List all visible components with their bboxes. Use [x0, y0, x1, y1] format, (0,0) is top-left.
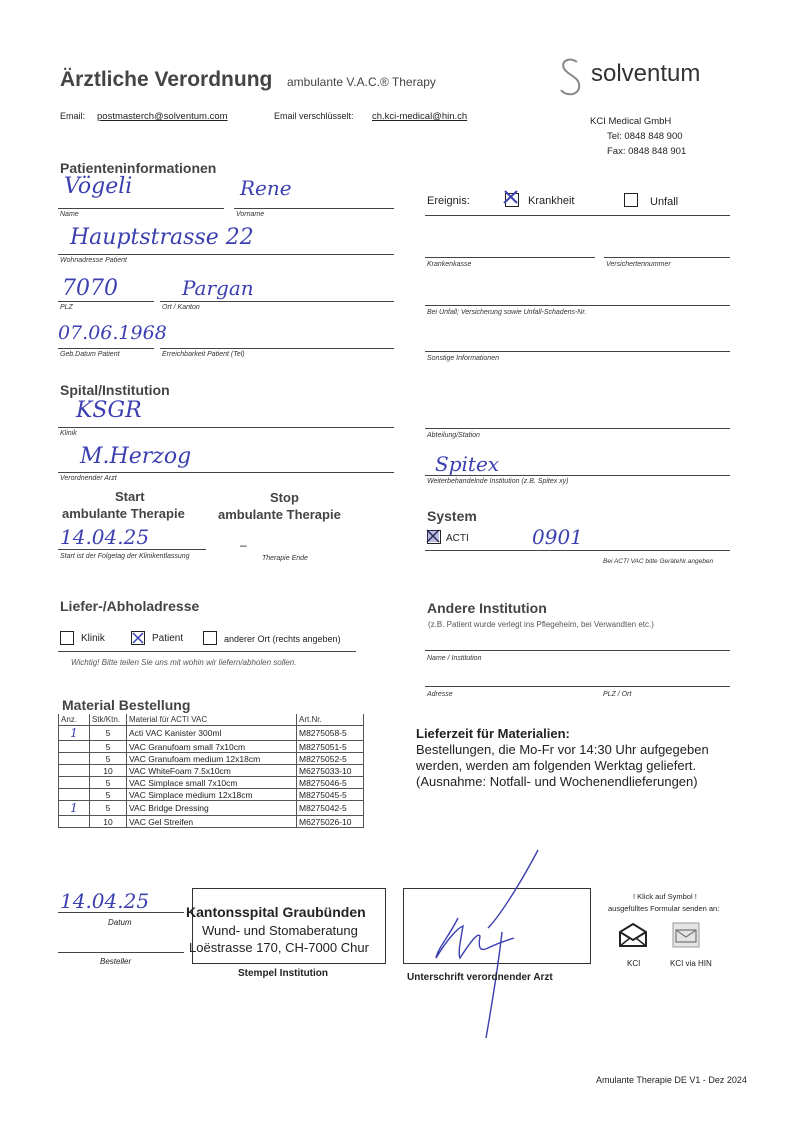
patient-dob-line: [58, 348, 154, 349]
table-row: [59, 777, 364, 789]
leadtime-line-2: werden, werden am folgenden Werktag geliefert.: [416, 758, 697, 773]
patient-name-line: [58, 208, 224, 209]
footer-date-value[interactable]: 14.04.25: [60, 889, 150, 913]
qty-cell[interactable]: 1: [59, 726, 90, 741]
leadtime-line-3: (Ausnahme: Notfall- und Wochenendlieferungen): [416, 774, 698, 789]
patient-firstname-value[interactable]: Rene: [240, 176, 292, 200]
kci-label: KCI: [627, 959, 641, 968]
other-info-label: Sonstige Informationen: [427, 355, 499, 362]
patient-heading: Patienteninformationen: [60, 160, 217, 176]
device-line: [425, 550, 730, 551]
checkmark-icon: [426, 529, 440, 543]
delivery-other-checkbox[interactable]: [203, 631, 217, 645]
abteilung-label: Abteilung/Station: [427, 432, 480, 439]
patient-dob-value[interactable]: 07.06.1968: [58, 322, 167, 344]
click-hint-2: ausgefülltes Formular senden an:: [608, 904, 720, 913]
abteilung-line: [425, 428, 730, 429]
patient-address-label: Wohnadresse Patient: [60, 257, 127, 264]
klinik-value[interactable]: KSGR: [76, 398, 142, 423]
patient-name-value[interactable]: Vögeli: [64, 174, 133, 199]
brand-name: solventum: [591, 60, 701, 87]
table-row: [59, 726, 364, 741]
patient-plz-value[interactable]: 7070: [62, 276, 118, 301]
qty-cell[interactable]: [59, 765, 90, 777]
material-cell: VAC Granufoam medium 12x18cm: [127, 753, 297, 765]
weiter-line: [425, 475, 730, 476]
email-link[interactable]: postmasterch@solventum.com: [97, 111, 228, 122]
col-header: Art.Nr.: [297, 714, 364, 726]
article-cell: M8275046-5: [297, 777, 364, 789]
acti-text: ACTI: [446, 533, 469, 544]
insured-line: [604, 257, 730, 258]
stamp-line-2: Wund- und Stomaberatung: [202, 923, 358, 938]
table-row: [59, 801, 364, 816]
company-name: KCI Medical GmbH: [590, 116, 672, 127]
article-cell: M6275033-10: [297, 765, 364, 777]
email-enc-label: Email verschlüsselt:: [274, 111, 354, 121]
stop-heading-2: ambulante Therapie: [218, 507, 341, 522]
material-cell: VAC Gel Streifen: [127, 816, 297, 828]
stamp-line-1: Kantonsspital Graubünden: [186, 904, 366, 920]
unfall-label: Bei Unfall; Versicherung sowie Unfall-Schadens-Nr.: [427, 309, 587, 316]
other-info-line: [425, 351, 730, 352]
patient-ort-line: [160, 301, 394, 302]
qty-cell[interactable]: [59, 741, 90, 753]
weiter-value[interactable]: Spitex: [435, 452, 500, 476]
pack-cell: 5: [90, 801, 127, 816]
orderer-line: [58, 952, 184, 953]
company-fax: Fax: 0848 848 901: [607, 146, 687, 157]
other-inst-address-label: Adresse: [427, 691, 453, 698]
signature-label: Unterschrift verordnender Arzt: [407, 972, 553, 983]
material-cell: VAC WhiteFoam 7.5x10cm: [127, 765, 297, 777]
start-heading-1: Start: [115, 489, 145, 504]
table-row: [59, 816, 364, 828]
stop-heading-1: Stop: [270, 490, 299, 505]
col-header: Anz.: [59, 714, 90, 726]
patient-firstname-label: Vorname: [236, 211, 265, 218]
table-row: [59, 765, 364, 777]
material-cell: VAC Simplace small 7x10cm: [127, 777, 297, 789]
envelope-icon: [618, 922, 648, 948]
other-inst-hint: (z.B. Patient wurde verlegt ins Pflegeheim, bei Verwandten etc.): [428, 620, 654, 629]
material-cell: Acti VAC Kanister 300ml: [127, 726, 297, 741]
form-title: Ärztliche Verordnung: [60, 68, 273, 91]
klinik-label: Klinik: [60, 430, 77, 437]
other-inst-name-label: Name / Institution: [427, 655, 482, 662]
arzt-line: [58, 472, 394, 473]
patient-reach-line: [160, 348, 394, 349]
event-label: Ereignis:: [427, 195, 470, 207]
start-date-line: [58, 549, 206, 550]
qty-cell[interactable]: 1: [59, 801, 90, 816]
delivery-line: [58, 651, 356, 652]
article-cell: M6275026-10: [297, 816, 364, 828]
acti-checkbox[interactable]: [427, 530, 441, 544]
solventum-logo: [555, 56, 735, 98]
kci-hin-label: KCI via HIN: [670, 959, 712, 968]
device-label: Bei ACTI VAC bitte GeräteNr.angeben: [603, 558, 714, 565]
send-kci-hin-button[interactable]: [672, 922, 704, 952]
event-illness-checkbox[interactable]: [505, 193, 519, 207]
table-row: [59, 789, 364, 801]
qty-cell[interactable]: [59, 753, 90, 765]
patient-plz-label: PLZ: [60, 304, 73, 311]
spital-heading: Spital/Institution: [60, 382, 170, 398]
patient-address-line: [58, 254, 394, 255]
material-heading: Material Bestellung: [62, 697, 191, 713]
article-cell: M8275042-5: [297, 801, 364, 816]
stop-date-label: Therapie Ende: [262, 555, 308, 562]
pack-cell: 10: [90, 765, 127, 777]
system-heading: System: [427, 508, 477, 524]
material-header-row: [59, 714, 364, 726]
unfall-line: [425, 305, 730, 306]
send-kci-button[interactable]: [618, 922, 650, 956]
other-inst-address-line: [425, 686, 730, 687]
qty-cell[interactable]: [59, 816, 90, 828]
delivery-patient-checkbox[interactable]: [131, 631, 145, 645]
secure-mail-icon: [672, 922, 700, 948]
leadtime-line-1: Bestellungen, die Mo-Fr vor 14:30 Uhr aufgegeben: [416, 742, 709, 757]
pack-cell: 5: [90, 789, 127, 801]
stamp-line-3: Loëstrasse 170, CH-7000 Chur: [189, 940, 369, 955]
delivery-klinik-text: Klinik: [81, 633, 105, 644]
klinik-line: [58, 427, 394, 428]
form-subtitle: ambulante V.A.C.® Therapy: [287, 75, 436, 89]
patient-ort-label: Ort / Kanton: [162, 304, 200, 311]
material-cell: VAC Bridge Dressing: [127, 801, 297, 816]
article-cell: M8275051-5: [297, 741, 364, 753]
company-tel: Tel: 0848 848 900: [607, 131, 683, 142]
delivery-note: Wichtig! Bitte teilen Sie uns mit wohin wir liefern/abholen sollen.: [71, 658, 297, 667]
event-illness-text: Krankheit: [528, 195, 575, 207]
delivery-other-text: anderer Ort (rechts angeben): [224, 634, 341, 644]
col-header: Material für ACTI VAC: [127, 714, 297, 726]
kk-label: Krankenkasse: [427, 261, 472, 268]
event-accident-checkbox[interactable]: [624, 193, 638, 207]
start-date-label: Start ist der Folgetag der Klinikentlassung: [60, 553, 190, 560]
checkmark-icon: [503, 189, 519, 205]
article-cell: M8275052-5: [297, 753, 364, 765]
email-enc-link[interactable]: ch.kci-medical@hin.ch: [372, 111, 468, 122]
footer-date-label: Datum: [108, 918, 132, 927]
delivery-klinik-checkbox[interactable]: [60, 631, 74, 645]
table-row: [59, 741, 364, 753]
material-cell: VAC Simplace medium 12x18cm: [127, 789, 297, 801]
event-line: [425, 215, 730, 216]
solventum-logo-icon: [555, 56, 589, 98]
qty-cell[interactable]: [59, 777, 90, 789]
pack-cell: 5: [90, 753, 127, 765]
pack-cell: 10: [90, 816, 127, 828]
footer-date-line: [58, 912, 184, 913]
signature-scribble: [418, 848, 558, 1048]
col-header: Stk/Ktn.: [90, 714, 127, 726]
other-inst-name-line: [425, 650, 730, 651]
patient-reach-label: Erreichbarkeit Patient (Tel): [162, 351, 245, 358]
patient-plz-line: [58, 301, 154, 302]
table-row: [59, 753, 364, 765]
start-date-value[interactable]: 14.04.25: [60, 525, 150, 549]
click-hint-1: ! Klick auf Symbol !: [633, 892, 697, 901]
delivery-patient-text: Patient: [152, 633, 184, 644]
weiter-label: Weiterbehandelnde Institution (z.B. Spitex xy): [427, 478, 569, 485]
arzt-value[interactable]: M.Herzog: [80, 444, 192, 469]
patient-firstname-line: [234, 208, 394, 209]
orderer-label: Besteller: [100, 957, 132, 966]
checkmark-icon: [131, 631, 145, 645]
form-version: Amulante Therapie DE V1 - Dez 2024: [596, 1075, 747, 1085]
event-accident-text: Unfall: [650, 196, 679, 208]
email-label: Email:: [60, 111, 86, 121]
qty-cell[interactable]: [59, 789, 90, 801]
stop-date-value[interactable]: –: [240, 538, 247, 552]
stamp-label: Stempel Institution: [238, 968, 328, 979]
material-cell: VAC Granufoam small 7x10cm: [127, 741, 297, 753]
material-table: [58, 714, 364, 828]
pack-cell: 5: [90, 726, 127, 741]
pack-cell: 5: [90, 741, 127, 753]
patient-dob-label: Geb.Datum Patient: [60, 351, 120, 358]
leadtime-heading: Lieferzeit für Materialien:: [416, 726, 570, 741]
patient-name-label: Name: [60, 211, 79, 218]
article-cell: M8275058-5: [297, 726, 364, 741]
article-cell: M8275045-5: [297, 789, 364, 801]
other-inst-plz-label: PLZ / Ort: [603, 691, 632, 698]
start-heading-2: ambulante Therapie: [62, 506, 185, 521]
pack-cell: 5: [90, 777, 127, 789]
patient-address-value[interactable]: Hauptstrasse 22: [70, 225, 254, 250]
insured-label: Versichertennummer: [606, 261, 671, 268]
arzt-label: Verordnender Arzt: [60, 475, 117, 482]
other-inst-heading: Andere Institution: [427, 600, 547, 616]
device-value[interactable]: 0901: [532, 525, 583, 549]
patient-ort-value[interactable]: Pargan: [182, 276, 254, 300]
delivery-heading: Liefer-/Abholadresse: [60, 598, 200, 614]
kk-line: [425, 257, 595, 258]
